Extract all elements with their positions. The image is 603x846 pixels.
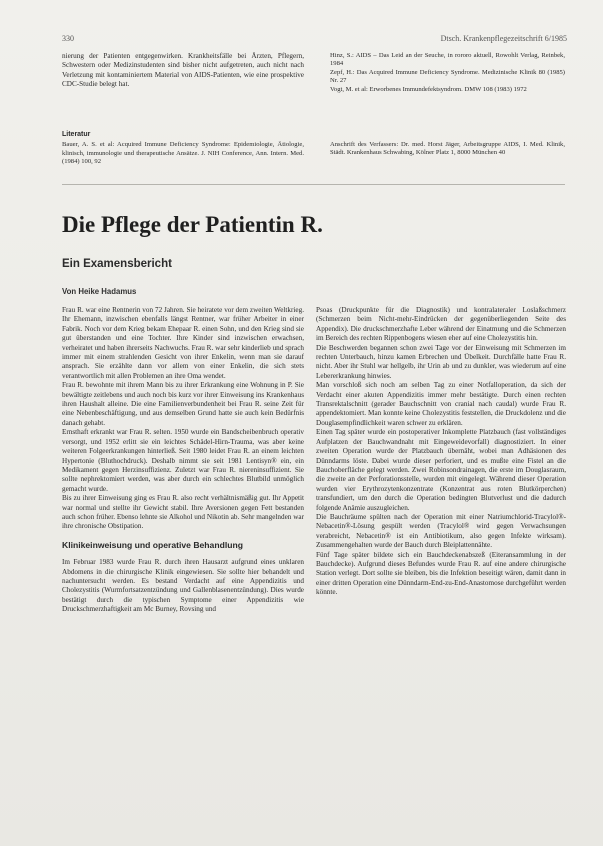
article-subtitle: Ein Examensbericht — [62, 258, 172, 270]
literature-heading: Literatur — [62, 131, 91, 138]
paragraph: Im Februar 1983 wurde Frau R. durch ihren Hausarzt aufgrund eines unklaren Abdomens in die chirurgische Klinik eingewiesen. Sie sollte hier behandelt und nachuntersucht werden. Es bestand Verdacht auf eine Appendizitis und Cholezystitis (Wurmfortsatzentzündung und Gallenblasenentzündung). Dies wurde bestätigt durch die typischen Symptome einer Appendizitis wie Druckschmerzhaftigkeit am Mc Burney, Rovsing und — [62, 558, 304, 614]
page-number: 330 — [62, 34, 74, 43]
section-heading: Klinikeinweisung und operative Behandlung — [62, 539, 243, 550]
paragraph: Psoas (Druckpunkte für die Diagnostik) und kontralateraler Loslaßschmerz (Schmerzen beim Nicht-mehr-Eindrücken der gegenüberliegenden Seite des Appendix). Die druckschmerzhafte Leber während der Einatmung und die Schmerzen im Bereich des rechten Rippenbogens wiesen eher auf eine Cholezystitis hin. — [316, 306, 566, 343]
paragraph: Bis zu ihrer Einweisung ging es Frau R. also recht verhältnismäßig gut. Ihr Appetit war normal und stellte ihr Gewicht stabil. Ihre Aversionen gegen Fett bestanden auch schon früher. Ebenso lehnte sie Alkohol und Nikotin ab. Sehr mangelnden war ihre chronische Obstipation. — [62, 494, 304, 531]
reference-item: Zepf, H.: Das Acquired Immune Deficiency Syndrome. Medizinische Klinik 80 (1985) Nr. 27 — [330, 68, 565, 85]
reference-item: Vogt, M. et al: Erworbenes Immundefektsyndrom. DMW 108 (1983) 1972 — [330, 85, 527, 93]
article-author: Von Heike Hadamus — [62, 287, 137, 296]
article-title: Die Pflege der Patientin R. — [62, 212, 323, 237]
previous-article-ending — [62, 52, 304, 114]
address-text: Anschrift des Verfassers: Dr. med. Horst Jäger, Arbeitsgruppe AIDS, I. Med. Klinik, Städt. Krankenhaus Schwabing, Kölner Platz 1, 8000 München 40 — [330, 141, 565, 157]
paragraph: Die Beschwerden begannen schon zwei Tage vor der Einweisung mit Schmerzen im rechten Unterbauch, hinzu kamen Erbrechen und Übelkeit. Durchfälle hatte Frau R. nicht. Aber ihr Stuhl war hellgelb, ihr Urin ab und zu dunkler, was wiederum auf eine Lebererkrankung hinwies. — [316, 343, 566, 380]
reference-item: Hinz, S.: AIDS – Das Leid an der Seuche, in rororo aktuell, Rowohlt Verlag, Reinbek, 1984 — [330, 52, 565, 68]
divider — [62, 184, 565, 185]
paragraph: Man vorschloß sich noch am selben Tag zu einer Notfalloperation, da sich der Verdacht einer akuten Appendizitis immer mehr bestätigte. Durch einen rechten Transrektalschnitt (gerader Bauchschnitt von cranial nach caudal) wurde Frau R. appendektomiert. Man konnte keine Cholezystitis feststellen, die Druckdolenz und die Douglasempfindlichkeit waren schwer zu erklären. — [316, 381, 566, 427]
paragraph: Fünf Tage später bildete sich ein Bauchdeckenabszeß (Eiteransammlung in der Bauchdecke). Aufgrund dieses Befundes wurde Frau R. auf eine andere chirurgische Station verlegt. Dort sollte sie bleiben, bis die Infektion beseitigt wären, damit dann in einer dritten Operation eine Dünndarm-End-zu-End-Anastomose durchgeführt werden könnte. — [316, 550, 566, 597]
paragraph: Ernsthaft erkrankt war Frau R. selten. 1950 wurde ein Bandscheibenbruch operativ versorgt, und 1952 erlitt sie ein leichtes Schädel-Hirn-Trauma, was aber keine weiteren Folgeerkrankungen hinterließ. Seit 1980 leidet Frau R. an einem leichten Hypertonie (Bluthochdruck). Deshalb nimmt sie seit 1981 Lentisyn® ein, ein Medikament gegen Herzinsuffizienz. Zuletzt war Frau R. niereninsuffizient. Sie sollte nephrektomiert werden, was aber durch ein schlechtes Blutbild unmöglich gemacht wurde. — [62, 428, 304, 493]
previous-article-refs — [330, 52, 565, 124]
paragraph: Frau R. war eine Rentnerin von 72 Jahren. Sie heiratete vor dem zweiten Weltkrieg. Ihr Ehemann, inzwischen ebenfalls längst Rentner, war früher Arbeiter in einer Fabrik. Noch vor dem Krieg bekam Ehepaar R. einen Sohn, und den Krieg sind sie gut überstanden und eine Tochter. Ihre Kinder sind inzwischen erwachsen, verheiratet und haben ihrerseits Nachwuchs. Frau R. war sehr kinderlieb und sprach immer mit einem strahlenden Gesicht von ihrer Enkelin, wenn man sie darauf ansprach. Sie erzählte dann vor allem von einer Enkelin, die sich stets verantwortlich mit allen Problemen an ihre Oma wendet. — [62, 306, 304, 380]
running-header-journal: Dtsch. Krankenpflegezeitschrift 6/1985 — [440, 34, 567, 43]
literature-block — [62, 130, 304, 180]
author-address — [330, 141, 565, 181]
reference-item: Bauer, A. S. et al: Acquired Immune Deficiency Syndrome: Epidemiologie, Ätiologie, klinisch, immunologie und therapeutische Ansätze. J. NIH Conference, Ann. Intern. Med. (1984) 100, 92 — [62, 141, 304, 166]
article-left-column — [62, 306, 304, 826]
paragraph: Die Bauchräume spülten nach der Operation mit einer Natriumchlorid-Tracylol®-Nebacetin®-Lösung gespült werden (Tracylol® wird gegen Verwachsungen verabreicht, Nebacetin® ist ein Antibiotikum, also gegen Infekte wirksam). Zusammengehalten wurde der Bauch durch Bleiplattennähte. — [316, 512, 566, 550]
article-right-column — [316, 306, 566, 826]
paragraph: nierung der Patienten entgegenwirken. Krankheitsfälle bei Ärzten, Pflegern, Schwestern oder Medizinstudenten sind bisher nicht aufgetreten, auch nicht nach Verletzung mit kontaminiertem Material von AIDS-Patienten, wie eine prospektive CDC-Studie belegt hat. — [62, 52, 304, 89]
paragraph: Einen Tag später wurde ein postoperativer Inkomplette Platzbauch (fast vollständiges Aufplatzen der Bauchwandnaht mit Eingeweidevorfall) diagnostiziert. In einer zweiten Operation wurde der Platzbauch übernäht, wobei man Adhäsionen des Dünndarms löste. Dabei wurde dieser perforiert, und es mußte eine Fistel an die Bauchoberfläche gelegt werden. Zwei Robinsondrainagen, die erste im Douglasraum, die zweite an der Perforationsstelle, wurden mit eingelegt. Während dieser Operation wurden vier Erythrozytenkonzentrate (Konzentrat aus roten Blutkörperchen) transfundiert, um den durch die Operation bedingten Blutverlust und die dadurch folgende Anämie auszugleichen. — [316, 428, 566, 512]
paragraph: Frau R. bewohnte mit ihrem Mann bis zu ihrer Erkrankung eine Wohnung in P. Sie bewältigte zeitlebens und auch noch bis kurz vor ihrer Einweisung ins Krankenhaus ihren Haushalt alleine. Die eine Familienverbundenheit bei Frau R. seine Zeit für eine Nebenbeschäftigung, und aus demselben Grund hatte sie auch kein Bedürfnis danach gehabt. — [62, 381, 304, 427]
